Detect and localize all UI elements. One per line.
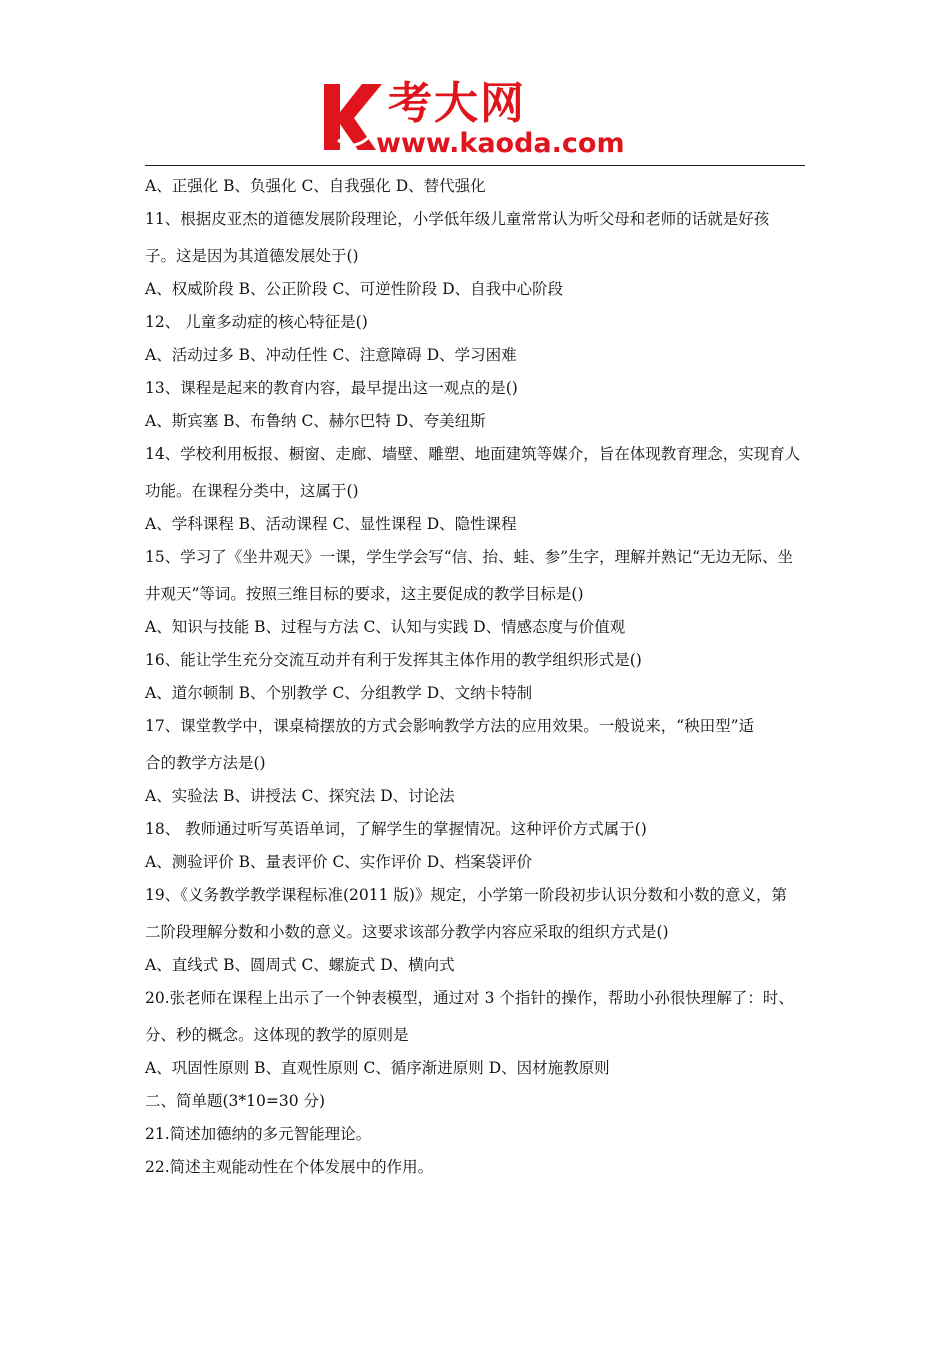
text-line: A、实验法 B、讲授法 C、探究法 D、讨论法 <box>145 787 455 805</box>
text-line: A、正强化 B、负强化 C、自我强化 D、替代强化 <box>145 177 486 195</box>
text-line: 13、课程是起来的教育内容，最早提出这一观点的是() <box>145 379 518 397</box>
text-line: 18、 教师通过听写英语单词，了解学生的掌握情况。这种评价方式属于() <box>145 820 647 838</box>
text-line: A、学科课程 B、活动课程 C、显性课程 D、隐性课程 <box>145 515 517 533</box>
text-line: 合的教学方法是() <box>145 754 266 772</box>
text-line: 21.简述加德纳的多元智能理论。 <box>145 1125 372 1143</box>
text-line: 11、根据皮亚杰的道德发展阶段理论，小学低年级儿童常常认为听父母和老师的话就是好孩 <box>145 210 770 228</box>
site-logo <box>318 80 648 162</box>
text-line: A、斯宾塞 B、布鲁纳 C、赫尔巴特 D、夸美纽斯 <box>145 412 486 430</box>
text-line: 12、 儿童多动症的核心特征是() <box>145 313 368 331</box>
text-line: 功能。在课程分类中，这属于() <box>145 482 359 500</box>
text-line: 分、秒的概念。这体现的教学的原则是 <box>145 1026 409 1044</box>
text-line: A、权威阶段 B、公正阶段 C、可逆性阶段 D、自我中心阶段 <box>145 280 564 298</box>
text-line: 二、简单题(3*10=30 分) <box>145 1092 326 1110</box>
text-line: 二阶段理解分数和小数的意义。这要求该部分教学内容应采取的组织方式是() <box>145 923 669 941</box>
document-body <box>145 172 820 1186</box>
logo-title: 考大网 <box>388 78 526 129</box>
text-line: 15、学习了《坐井观天》一课，学生学会写“信、抬、蛙、参”生字，理解并熟记“无边无际、坐 <box>145 548 793 566</box>
header-divider <box>145 165 805 166</box>
text-line: A、测验评价 B、量表评价 C、实作评价 D、档案袋评价 <box>145 853 533 871</box>
text-line: 22.简述主观能动性在个体发展中的作用。 <box>145 1158 434 1176</box>
logo-url: www.kaoda.com <box>376 128 625 159</box>
text-line: A、道尔顿制 B、个别教学 C、分组教学 D、文纳卡特制 <box>145 684 533 702</box>
text-line: A、活动过多 B、冲动任性 C、注意障碍 D、学习困难 <box>145 346 517 364</box>
text-line: 17、课堂教学中，课桌椅摆放的方式会影响教学方法的应用效果。一般说来，“秧田型”适 <box>145 717 755 735</box>
text-line: 14、学校利用板报、橱窗、走廊、墙壁、雕塑、地面建筑等媒介，旨在体现教育理念，实现育人 <box>145 445 801 463</box>
text-line: 19、《义务教学教学课程标准(2011 版)》规定，小学第一阶段初步认识分数和小数的意义，第 <box>145 886 787 904</box>
text-line: 16、能让学生充分交流互动并有利于发挥其主体作用的教学组织形式是() <box>145 651 642 669</box>
text-line: A、巩固性原则 B、直观性原则 C、循序渐进原则 D、因材施教原则 <box>145 1059 610 1077</box>
text-line: 子。这是因为其道德发展处于() <box>145 247 359 265</box>
text-line: A、知识与技能 B、过程与方法 C、认知与实践 D、情感态度与价值观 <box>145 618 626 636</box>
text-line: 井观天”等词。按照三维目标的要求，这主要促成的教学目标是() <box>145 585 584 603</box>
text-line: A、直线式 B、圆周式 C、螺旋式 D、横向式 <box>145 956 455 974</box>
text-line: 20.张老师在课程上出示了一个钟表模型，通过对 3 个指针的操作，帮助小孙很快理解了：时、 <box>145 989 794 1007</box>
